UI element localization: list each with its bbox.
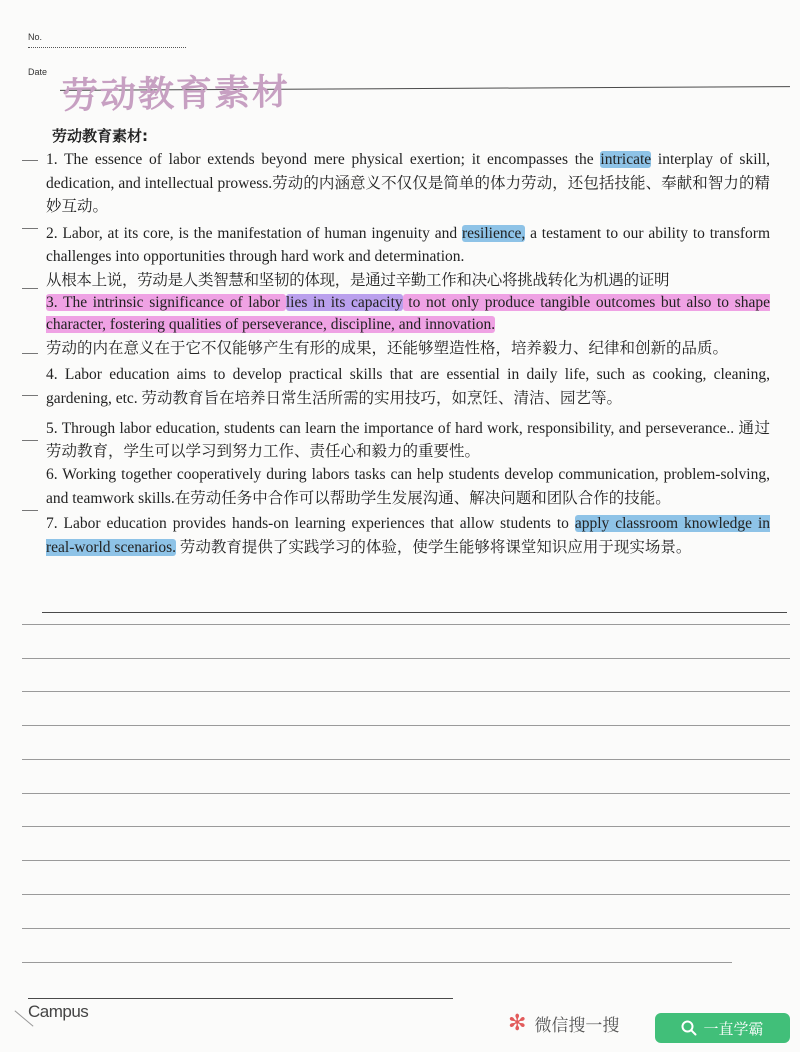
no-label: No. (28, 32, 43, 42)
p5-chinese: 通过劳动教育，学生可以学习到努力工作、责任心和毅力的重要性。 (46, 418, 770, 461)
p6-english: 6. Working together cooperatively during labors tasks can help students develop communication, problem-solving, and teamwork skills. (46, 466, 770, 507)
margin-tick (22, 440, 38, 441)
p3-highlight-b: to not only produce tangible outcomes but also to shape character, fostering qualities of perseverance, discipline, and innovation. (46, 293, 771, 334)
ruled-line (22, 894, 790, 895)
paragraph-2 (46, 223, 770, 269)
campus-logo: Campus (28, 1002, 89, 1021)
p7-text-a: 7. Labor education provides hands-on learning experiences that allow students to (46, 514, 575, 532)
ruled-line (22, 691, 790, 692)
watermark-search[interactable] (508, 1010, 619, 1036)
wechat-search-flower-icon: ✻ (508, 1010, 527, 1035)
ruled-line (22, 962, 732, 963)
p3-chinese: 劳动的内在意义在于它不仅能够产生有形的成果，还能够塑造性格，培养毅力、纪律和创新的品质。 (46, 339, 729, 358)
ruled-line (22, 860, 790, 861)
margin-tick (22, 395, 38, 396)
p1-highlight: intricate (600, 150, 652, 168)
ruled-line (42, 612, 787, 613)
paragraph-7 (46, 513, 770, 560)
ruled-line (22, 826, 790, 827)
watermark-search-text: 微信搜一搜 (534, 1015, 620, 1036)
ruled-line (22, 793, 790, 794)
margin-tick (22, 353, 38, 354)
margin-tick (22, 228, 38, 229)
ruled-line (22, 928, 790, 929)
paragraph-4 (46, 364, 770, 411)
paragraph-3 (46, 292, 770, 338)
p7-highlight: apply classroom knowledge in real-world scenarios. (46, 514, 770, 556)
ruled-line (22, 624, 790, 625)
search-icon (681, 1020, 697, 1036)
p5-english: 5. Through labor education, students can learn the importance of hard work, responsibility, and perseverance.. (46, 419, 735, 437)
p6-chinese: 在劳动任务中合作可以帮助学生发展沟通、解决问题和团队合作的技能。 (174, 488, 671, 507)
p2-text-a: 2. Labor, at its core, is the manifestation of human ingenuity and (46, 225, 462, 243)
paragraph-6 (46, 464, 770, 511)
p2-chinese: 从根本上说，劳动是人类智慧和坚韧的体现，是通过辛勤工作和决心将挑战转化为机遇的证明 (46, 270, 670, 289)
p1-text-a: 1. The essence of labor extends beyond mere physical exertion; it encompasses the (46, 150, 601, 168)
ruled-line (22, 658, 790, 659)
watermark-account-name: 一直学霸 (703, 1019, 764, 1038)
notes-heading: 劳动教育素材: (52, 127, 148, 145)
p3-highlight-mid: lies in its capacity (285, 293, 403, 311)
p2-highlight: resilience, (461, 225, 526, 243)
ruled-line (22, 759, 790, 760)
p2-text-b: a testament to our ability to transform challenges into opportunities through hard work and determination. (46, 225, 770, 265)
date-label: Date (28, 67, 48, 77)
p7-chinese: 劳动教育提供了实践学习的体验，使学生能够将课堂知识应用于现实场景。 (179, 537, 692, 556)
paragraph-1 (46, 149, 770, 219)
watermark-account-button[interactable] (655, 1013, 790, 1043)
margin-tick (22, 510, 38, 511)
p4-english: 4. Labor education aims to develop practical skills that are essential in daily life, such as cooking, cleaning, gardening, etc. (46, 365, 770, 407)
ruled-line (22, 725, 790, 726)
margin-tick (22, 160, 38, 161)
paragraph-5 (46, 417, 770, 465)
notes-body (46, 125, 770, 559)
p1-text-b: interplay of skill, dedication, and intellectual prowess. (46, 150, 771, 192)
margin-tick (22, 288, 38, 289)
p1-chinese: 劳动的内涵意义不仅仅是简单的体力劳动，还包括技能、奉献和智力的精妙互动。 (46, 173, 771, 216)
handwritten-title: 劳动教育素材 (61, 71, 291, 117)
ruled-line-bottom (28, 998, 453, 999)
no-dotted-line (28, 47, 186, 48)
p3-highlight-a: 3. The intrinsic significance of labor (46, 293, 286, 311)
p4-chinese: 劳动教育旨在培养日常生活所需的实用技巧，如烹饪、清洁、园艺等。 (141, 388, 623, 407)
